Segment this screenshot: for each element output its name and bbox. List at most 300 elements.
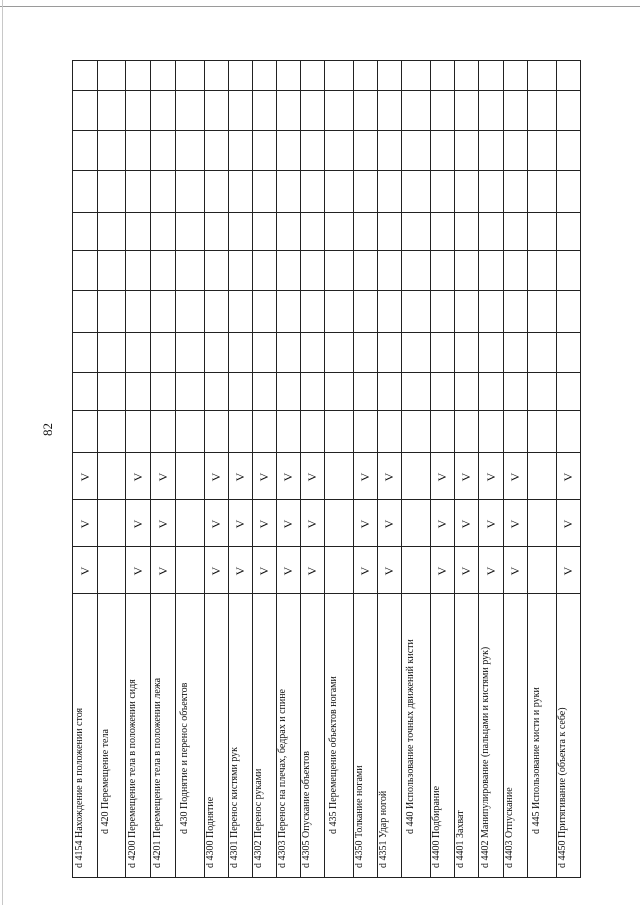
empty-cell: [478, 372, 503, 411]
empty-cell: [454, 60, 478, 91]
item-label-cell: [377, 593, 401, 879]
table-row: [125, 60, 151, 878]
empty-cell: [96, 290, 125, 333]
empty-cell: [527, 60, 556, 91]
empty-cell: [353, 130, 377, 171]
check-mark: V: [358, 566, 372, 575]
mark-cell: [204, 452, 228, 500]
mark-cell: [150, 499, 175, 547]
empty-cell: [324, 170, 353, 213]
empty-cell: [556, 170, 580, 213]
assessment-table: [72, 60, 575, 878]
empty-cell: [276, 410, 300, 453]
mark-cell: [556, 546, 580, 594]
check-mark: V: [459, 566, 473, 575]
empty-cell: [175, 250, 204, 291]
row-bottom-border: [276, 877, 300, 878]
check-mark: V: [382, 519, 396, 528]
item-label-cell: [204, 593, 228, 879]
empty-cell: [377, 332, 401, 373]
empty-cell: [96, 332, 125, 373]
empty-cell: [276, 290, 300, 333]
check-mark: V: [257, 566, 271, 575]
mark-cell: [454, 546, 478, 594]
empty-cell: [478, 332, 503, 373]
check-mark: V: [130, 566, 145, 575]
row-bottom-border: [96, 877, 125, 878]
section-header-cell: [527, 593, 556, 879]
empty-cell: [478, 130, 503, 171]
empty-cell: [353, 250, 377, 291]
mark-cell: [125, 452, 150, 500]
row-bottom-border: [324, 877, 353, 878]
empty-cell: [401, 290, 430, 333]
empty-cell: [300, 60, 324, 91]
table-row: [454, 60, 479, 878]
empty-cell: [503, 410, 527, 453]
empty-cell: [252, 290, 276, 333]
empty-cell: [228, 290, 252, 333]
empty-cell: [454, 212, 478, 251]
empty-cell: [276, 170, 300, 213]
empty-cell: [324, 410, 353, 453]
row-bottom-border: [300, 877, 324, 878]
empty-cell: [324, 250, 353, 291]
empty-cell: [353, 60, 377, 91]
check-mark: V: [305, 519, 319, 528]
check-mark: V: [382, 566, 396, 575]
check-mark: V: [508, 472, 522, 481]
empty-cell: [252, 90, 276, 131]
empty-cell: [353, 212, 377, 251]
empty-cell: [300, 130, 324, 171]
mark-cell: [527, 546, 556, 594]
empty-cell: [353, 170, 377, 213]
check-mark: V: [78, 566, 92, 575]
row-bottom-border: [204, 877, 228, 878]
check-mark: V: [459, 519, 473, 528]
mark-cell: [300, 546, 324, 594]
empty-cell: [228, 170, 252, 213]
table-row: [503, 60, 528, 878]
item-label-text: d 4401 Захват: [455, 810, 466, 868]
empty-cell: [204, 290, 228, 333]
mark-cell: [96, 499, 125, 547]
item-label-cell: [430, 593, 454, 879]
empty-cell: [454, 90, 478, 131]
section-header-text: d 440 Использование точных движений кисти: [404, 639, 416, 834]
item-label-text: d 4450 Притягивание (объекта к себе): [557, 707, 568, 868]
empty-cell: [454, 410, 478, 453]
empty-cell: [276, 250, 300, 291]
mark-cell: [73, 452, 97, 500]
empty-cell: [377, 90, 401, 131]
row-bottom-border: [125, 877, 150, 878]
empty-cell: [430, 410, 454, 453]
empty-cell: [73, 372, 97, 411]
row-bottom-border: [503, 877, 527, 878]
mark-cell: [204, 546, 228, 594]
mark-cell: [228, 546, 252, 594]
check-mark: V: [233, 472, 247, 481]
mark-cell: [478, 452, 503, 500]
empty-cell: [175, 90, 204, 131]
empty-cell: [401, 130, 430, 171]
empty-cell: [276, 60, 300, 91]
table-row: [478, 60, 504, 878]
check-mark: V: [130, 519, 145, 528]
empty-cell: [454, 250, 478, 291]
empty-cell: [503, 290, 527, 333]
page-top-border: [0, 0, 640, 7]
check-mark: V: [435, 472, 449, 481]
empty-cell: [324, 60, 353, 91]
empty-cell: [527, 410, 556, 453]
empty-cell: [150, 212, 175, 251]
empty-cell: [228, 332, 252, 373]
empty-cell: [125, 90, 150, 131]
empty-cell: [252, 60, 276, 91]
empty-cell: [252, 212, 276, 251]
mark-cell: [73, 546, 97, 594]
empty-cell: [300, 212, 324, 251]
check-mark: V: [435, 566, 449, 575]
empty-cell: [252, 250, 276, 291]
table-row: [300, 60, 325, 878]
empty-cell: [125, 250, 150, 291]
empty-cell: [478, 250, 503, 291]
empty-cell: [300, 332, 324, 373]
empty-cell: [478, 170, 503, 213]
mark-cell: [478, 499, 503, 547]
empty-cell: [556, 250, 580, 291]
empty-cell: [276, 212, 300, 251]
empty-cell: [73, 250, 97, 291]
empty-cell: [430, 130, 454, 171]
item-label-cell: [556, 593, 580, 879]
empty-cell: [401, 90, 430, 131]
item-label-text: d 4300 Поднятие: [205, 796, 216, 868]
mark-cell: [300, 499, 324, 547]
empty-cell: [503, 90, 527, 131]
mark-cell: [150, 546, 175, 594]
mark-cell: [150, 452, 175, 500]
empty-cell: [556, 130, 580, 171]
section-header-row: [527, 60, 557, 878]
mark-cell: [353, 546, 377, 594]
empty-cell: [324, 372, 353, 411]
empty-cell: [73, 130, 97, 171]
check-mark: V: [483, 566, 498, 575]
mark-cell: [430, 499, 454, 547]
check-mark: V: [459, 472, 473, 481]
check-mark: V: [305, 472, 319, 481]
empty-cell: [430, 60, 454, 91]
empty-cell: [454, 332, 478, 373]
empty-cell: [300, 250, 324, 291]
item-label-text: d 4305 Опускание объектов: [301, 751, 312, 868]
item-label-cell: [454, 593, 478, 879]
mark-cell: [96, 452, 125, 500]
empty-cell: [454, 372, 478, 411]
section-header-cell: [324, 593, 353, 879]
empty-cell: [175, 290, 204, 333]
empty-cell: [401, 250, 430, 291]
empty-cell: [324, 332, 353, 373]
item-label-text: d 4301 Перенос кистями рук: [229, 746, 240, 868]
empty-cell: [377, 250, 401, 291]
mark-cell: [228, 452, 252, 500]
empty-cell: [150, 60, 175, 91]
item-label-text: d 4402 Манипулирование (пальцами и кистями рук): [479, 646, 491, 868]
empty-cell: [228, 250, 252, 291]
empty-cell: [353, 290, 377, 333]
check-mark: V: [483, 519, 498, 528]
empty-cell: [175, 130, 204, 171]
check-mark: V: [435, 519, 449, 528]
empty-cell: [377, 130, 401, 171]
empty-cell: [527, 372, 556, 411]
empty-cell: [125, 60, 150, 91]
empty-cell: [527, 130, 556, 171]
check-mark: V: [257, 519, 271, 528]
section-header-text: d 445 Использование кисти и руки: [530, 687, 542, 834]
empty-cell: [276, 332, 300, 373]
empty-cell: [125, 332, 150, 373]
empty-cell: [228, 130, 252, 171]
check-mark: V: [358, 472, 372, 481]
empty-cell: [96, 130, 125, 171]
item-label-text: d 4200 Перемещение тела в положении сидя: [126, 679, 138, 868]
item-label-cell: [73, 593, 97, 879]
empty-cell: [252, 410, 276, 453]
item-label-cell: [252, 593, 276, 879]
empty-cell: [478, 212, 503, 251]
mark-cell: [377, 546, 401, 594]
item-label-text: d 4201 Перемещение тела в положении лежа: [151, 677, 163, 868]
check-mark: V: [508, 519, 522, 528]
empty-cell: [454, 130, 478, 171]
empty-cell: [300, 170, 324, 213]
empty-cell: [324, 290, 353, 333]
empty-cell: [300, 90, 324, 131]
empty-cell: [300, 410, 324, 453]
empty-cell: [430, 212, 454, 251]
item-label-text: d 4400 Подбирание: [431, 785, 442, 868]
empty-cell: [527, 290, 556, 333]
empty-cell: [377, 60, 401, 91]
section-header-text: d 430 Поднятие и перенос объектов: [178, 682, 190, 834]
item-label-cell: [300, 593, 324, 879]
empty-cell: [175, 212, 204, 251]
check-mark: V: [233, 566, 247, 575]
mark-cell: [125, 546, 150, 594]
mark-cell: [527, 452, 556, 500]
empty-cell: [556, 60, 580, 91]
check-mark: V: [155, 566, 170, 575]
empty-cell: [204, 410, 228, 453]
table-row: [430, 60, 455, 878]
empty-cell: [478, 90, 503, 131]
mark-cell: [125, 499, 150, 547]
mark-cell: [276, 452, 300, 500]
empty-cell: [324, 130, 353, 171]
row-bottom-border: [527, 877, 556, 878]
empty-cell: [125, 410, 150, 453]
check-mark: V: [130, 472, 145, 481]
empty-cell: [252, 170, 276, 213]
mark-cell: [556, 452, 580, 500]
empty-cell: [478, 60, 503, 91]
empty-cell: [204, 60, 228, 91]
empty-cell: [527, 90, 556, 131]
empty-cell: [150, 250, 175, 291]
empty-cell: [401, 410, 430, 453]
row-bottom-border: [430, 877, 454, 878]
mark-cell: [503, 452, 527, 500]
mark-cell: [228, 499, 252, 547]
empty-cell: [454, 290, 478, 333]
empty-cell: [228, 372, 252, 411]
row-bottom-border: [150, 877, 175, 878]
table-row: [353, 60, 378, 878]
mark-cell: [276, 499, 300, 547]
item-label-text: d 4302 Перенос руками: [253, 768, 264, 868]
mark-cell: [401, 452, 430, 500]
check-mark: V: [281, 472, 295, 481]
empty-cell: [527, 212, 556, 251]
empty-cell: [503, 372, 527, 411]
check-mark: V: [508, 566, 522, 575]
empty-cell: [430, 290, 454, 333]
empty-cell: [175, 410, 204, 453]
mark-cell: [276, 546, 300, 594]
empty-cell: [96, 170, 125, 213]
mark-cell: [252, 452, 276, 500]
empty-cell: [96, 212, 125, 251]
table-row: [276, 60, 301, 878]
check-mark: V: [281, 519, 295, 528]
mark-cell: [527, 499, 556, 547]
empty-cell: [401, 170, 430, 213]
row-bottom-border: [252, 877, 276, 878]
empty-cell: [150, 410, 175, 453]
empty-cell: [377, 410, 401, 453]
page-left-border: [2, 0, 3, 905]
check-mark: V: [78, 472, 92, 481]
empty-cell: [377, 372, 401, 411]
empty-cell: [96, 250, 125, 291]
empty-cell: [125, 170, 150, 213]
empty-cell: [150, 130, 175, 171]
empty-cell: [204, 250, 228, 291]
empty-cell: [125, 130, 150, 171]
page-number: 82: [40, 423, 55, 436]
empty-cell: [401, 332, 430, 373]
empty-cell: [503, 212, 527, 251]
empty-cell: [556, 212, 580, 251]
mark-cell: [353, 499, 377, 547]
mark-cell: [401, 546, 430, 594]
row-bottom-border: [377, 877, 401, 878]
mark-cell: [556, 499, 580, 547]
empty-cell: [324, 212, 353, 251]
empty-cell: [430, 332, 454, 373]
table-row: [150, 60, 176, 878]
empty-cell: [503, 250, 527, 291]
row-bottom-border: [454, 877, 478, 878]
empty-cell: [150, 372, 175, 411]
item-label-cell: [150, 593, 175, 879]
empty-cell: [150, 290, 175, 333]
mark-cell: [377, 499, 401, 547]
mark-cell: [377, 452, 401, 500]
empty-cell: [125, 212, 150, 251]
empty-cell: [252, 332, 276, 373]
empty-cell: [430, 170, 454, 213]
mark-cell: [204, 499, 228, 547]
section-header-cell: [401, 593, 430, 879]
mark-cell: [353, 452, 377, 500]
check-mark: V: [155, 472, 170, 481]
table-row: [252, 60, 277, 878]
empty-cell: [276, 90, 300, 131]
table-row: [556, 60, 581, 878]
empty-cell: [204, 170, 228, 213]
empty-cell: [228, 60, 252, 91]
empty-cell: [478, 290, 503, 333]
empty-cell: [175, 372, 204, 411]
empty-cell: [430, 372, 454, 411]
row-bottom-border: [228, 877, 252, 878]
item-label-text: d 4351 Удар ногой: [378, 790, 389, 868]
check-mark: V: [257, 472, 271, 481]
empty-cell: [150, 90, 175, 131]
mark-cell: [252, 546, 276, 594]
row-bottom-border: [73, 877, 97, 878]
empty-cell: [556, 372, 580, 411]
mark-cell: [252, 499, 276, 547]
empty-cell: [556, 332, 580, 373]
empty-cell: [556, 290, 580, 333]
table-row: [377, 60, 402, 878]
empty-cell: [73, 410, 97, 453]
empty-cell: [527, 170, 556, 213]
mark-cell: [96, 546, 125, 594]
empty-cell: [300, 290, 324, 333]
check-mark: V: [561, 472, 575, 481]
item-label-text: d 4154 Нахождение в положении стоя: [74, 707, 85, 868]
row-bottom-border: [556, 877, 580, 878]
empty-cell: [73, 212, 97, 251]
empty-cell: [276, 372, 300, 411]
empty-cell: [96, 410, 125, 453]
check-mark: V: [358, 519, 372, 528]
mark-cell: [300, 452, 324, 500]
row-bottom-border: [175, 877, 204, 878]
mark-cell: [175, 499, 204, 547]
section-header-row: [175, 60, 205, 878]
empty-cell: [73, 90, 97, 131]
section-header-cell: [175, 593, 204, 879]
check-mark: V: [561, 519, 575, 528]
empty-cell: [478, 410, 503, 453]
empty-cell: [527, 332, 556, 373]
mark-cell: [503, 499, 527, 547]
empty-cell: [73, 290, 97, 333]
empty-cell: [204, 90, 228, 131]
empty-cell: [73, 170, 97, 213]
